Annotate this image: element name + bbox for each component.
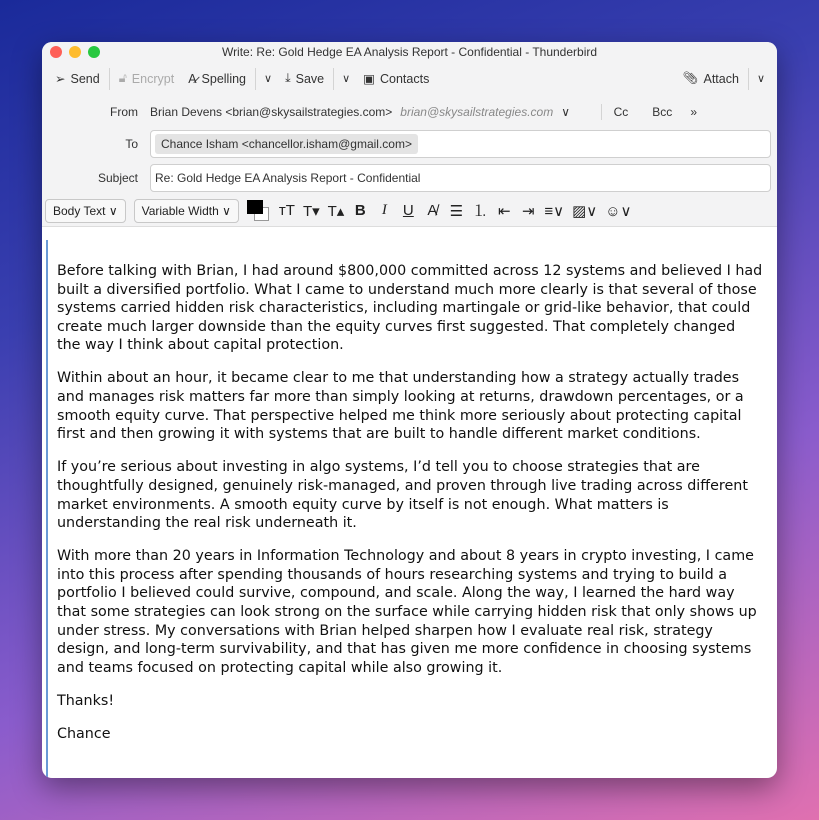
numbered-list-icon[interactable]: ⒈ [472,203,488,220]
spelling-button[interactable] [183,69,251,89]
send-button[interactable] [50,68,105,89]
send-label: Send [70,71,100,86]
underline-icon[interactable]: U [402,202,414,219]
font-larger-icon[interactable]: T▴ [327,202,345,220]
attach-label: Attach [703,71,739,86]
body-paragraph: Chance [57,725,111,742]
font-size-reset-icon[interactable]: ᴛT [278,202,295,219]
message-header [42,95,777,195]
from-select[interactable] [150,105,601,119]
body-paragraph: If you’re serious about investing in algo systems, I’d tell you to choose strategies that are thoughtfully designed, genuinely risk-managed, and proven through live trading across different market environments. A smooth equity curve by itself is not enough. What matters is understanding the real risk underneath it. [57,459,748,532]
body-paragraph: With more than 20 years in Information Technology and about 8 years in crypto investing, I came into this process after spending thousands of hours researching systems and trying to build a portfolio I believed could survive, compound, and scale. Along the way, I learned the hard way that some strategies can look strong on the surface while carrying hidden risk that only shows up under stress. My conversations with Brian helped sharpen how I evaluate real risk, strategy design, and long-term survivability, and that has given me more confidence in choosing systems and teams focused on protecting capital while also growing it. [57,548,757,676]
to-field[interactable] [150,130,771,158]
spelling-label: Spelling [201,71,247,86]
encrypt-label: Encrypt [131,71,175,86]
save-label: Save [295,71,325,86]
close-button[interactable] [50,46,62,58]
format-toolbar [42,195,777,227]
more-fields-icon[interactable]: » [690,105,697,119]
subject-input[interactable]: Re: Gold Hedge EA Analysis Report - Confidential [150,164,771,192]
font-smaller-icon[interactable]: T▾ [302,202,320,220]
bcc-button[interactable]: Bcc [652,105,673,119]
paragraph-format-select[interactable]: Body Text ∨ [45,199,126,223]
subject-label: Subject [97,171,138,185]
paperclip-icon: 📎︎ [682,71,699,85]
save-button[interactable] [280,68,329,89]
download-icon: ⤓ [285,71,291,85]
bold-icon[interactable]: B [354,202,366,219]
attach-button[interactable] [678,68,744,89]
message-body[interactable] [42,234,777,778]
compose-window [42,42,777,778]
send-icon: ➢ [55,72,66,86]
body-paragraph: Before talking with Brian, I had around $800,000 committed across 12 systems and believed I had built a diversified portfolio. What I came to understand much more clearly is that several of those systems carried hidden risk characteristics, including martingale or grid-like behavior, that could create much larger downside than the equity curves first suggested. That completely changed the way I think about capital protection. [57,263,763,354]
contacts-button[interactable] [358,68,434,89]
text-color-picker[interactable] [247,200,271,222]
from-value: Brian Devens <brian@skysailstrategies.com> [150,105,393,119]
insert-image-icon[interactable]: ▨∨ [572,202,598,220]
spelling-dropdown-chevron-icon[interactable]: ∨ [264,73,273,85]
title-bar [42,42,777,62]
body-paragraph: Thanks! [57,692,115,709]
indent-icon[interactable]: ⇥ [522,202,535,220]
encrypt-button[interactable] [114,68,180,89]
from-identity: brian@skysailstrategies.com [400,105,554,119]
to-label: To [125,137,138,151]
outdent-icon[interactable]: ⇤ [498,202,511,220]
minimize-button[interactable] [69,46,81,58]
italic-icon[interactable]: I [381,202,387,218]
spelling-icon: A̷ [188,71,197,86]
save-dropdown-chevron-icon[interactable]: ∨ [342,73,351,85]
chevron-down-icon: ∨ [561,105,570,119]
align-icon[interactable]: ≡∨ [544,202,565,220]
address-book-icon: ▣ [363,72,375,86]
font-select[interactable]: Variable Width ∨ [134,199,239,223]
cc-button[interactable]: Cc [613,105,629,119]
recipient-pill[interactable]: Chance Isham <chancellor.isham@gmail.com> [155,134,418,154]
from-label: From [110,105,138,119]
attach-dropdown-chevron-icon[interactable]: ∨ [756,73,765,85]
font-value: Variable Width [141,203,219,218]
contacts-label: Contacts [379,71,430,86]
zoom-button[interactable] [88,46,100,58]
emoji-icon[interactable]: ☺∨ [605,202,632,220]
paragraph-format-value: Body Text [53,203,106,218]
bullet-list-icon[interactable]: ☰ [449,202,464,220]
body-paragraph: Within about an hour, it became clear to me that understanding how a strategy actually trades and manages risk matters far more than simply looking at returns, drawdown percentages, or a smooth equity curve. That perspective helped me think more seriously about protecting capital first and then growing it with systems that are built to handle different market conditions. [57,370,744,443]
toolbar [42,62,777,95]
text-style-icon[interactable]: A̸ [427,202,438,219]
lock-icon: 🔓︎ [118,71,127,85]
window-title: Write: Re: Gold Hedge EA Analysis Report - Confidential - Thunderbird [221,45,598,59]
